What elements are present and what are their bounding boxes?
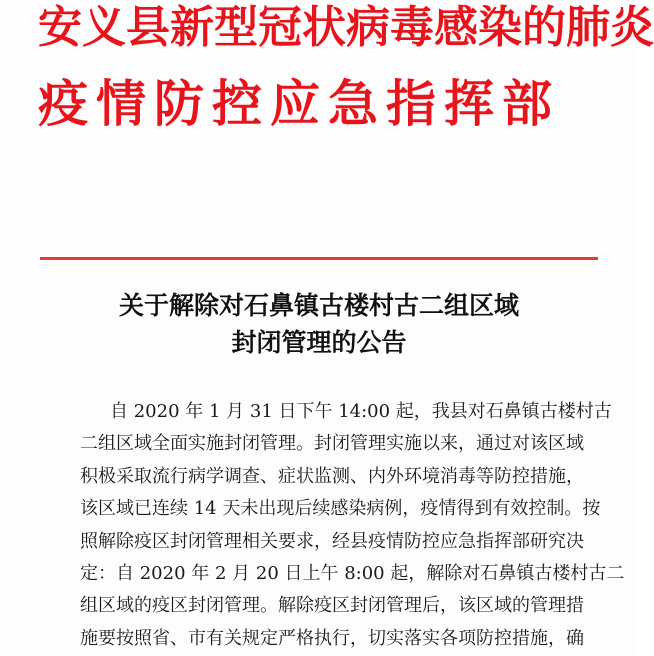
notice-title-line-2: 封闭管理的公告: [231, 328, 407, 357]
red-divider-rule: [40, 257, 598, 260]
body-line-3: 积极采取流行病学调查、症状监测、内外环境消毒等防控措施，: [80, 466, 584, 487]
body-line-2: 二组区域全面实施封闭管理。封闭管理实施以来，通过对该区域: [80, 433, 584, 454]
issuer-header-line-2: 疫情防控应急指挥部: [38, 74, 552, 133]
body-line-5: 照解除疫区封闭管理相关要求，经县疫情防控应急指挥部研究决: [80, 531, 584, 552]
body-line-4: 该区域已连续 14 天未出现后续感染病例，疫情得到有效控制。按: [80, 498, 601, 519]
body-line-8: 施要按照省、市有关规定严格执行，切实落实各项防控措施，确: [80, 628, 584, 649]
body-line-6: 定：自 2020 年 2 月 20 日上午 8:00 起，解除对石鼻镇古楼村古二: [80, 563, 625, 584]
body-line-7: 组区域的疫区封闭管理。解除疫区封闭管理后，该区域的管理措: [80, 595, 584, 616]
issuer-header-line-1: 安义县新型冠状病毒感染的肺炎: [38, 2, 654, 53]
notice-title-line-1: 关于解除对石鼻镇古楼村古二组区域: [118, 291, 519, 320]
body-line-1: 自 2020 年 1 月 31 日下午 14:00 起，我县对石鼻镇古楼村古: [110, 401, 612, 422]
